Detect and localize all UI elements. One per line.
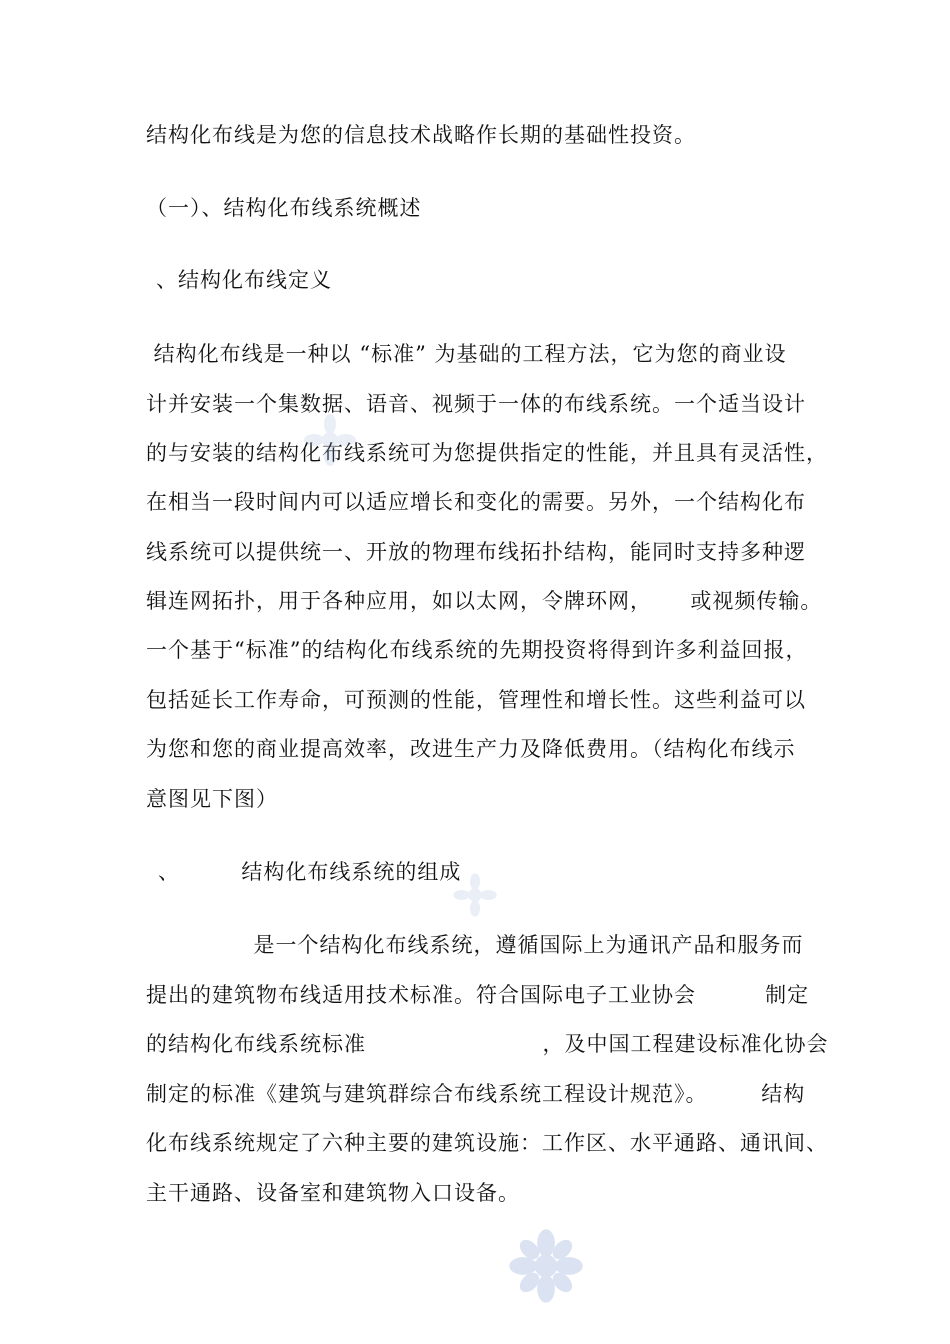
paragraph-line: 线系统可以提供统一、开放的物理布线拓扑结构，能同时支持多种逻 <box>146 540 806 564</box>
watermark-emblem-icon <box>508 1228 584 1304</box>
paragraph-line: 制定的标准《建筑与建筑群综合布线系统工程设计规范》。 结构 <box>146 1082 806 1106</box>
paragraph-line: 是一个结构化布线系统，遵循国际上为通讯产品和服务而 <box>146 933 804 957</box>
paragraph-line: 一个基于“标准”的结构化布线系统的先期投资将得到许多利益回报， <box>146 638 808 662</box>
paragraph-line: 计并安装一个集数据、语音、视频于一体的布线系统。一个适当设计 <box>146 392 806 416</box>
section-heading: （一）、结构化布线系统概述 <box>146 196 422 220</box>
paragraph-line: 的结构化布线系统标准 ，及中国工程建设标准化协会 <box>146 1032 829 1056</box>
subsection-heading-definition: 、结构化布线定义 <box>156 268 332 292</box>
subsection-heading-composition: 、 结构化布线系统的组成 <box>158 860 462 884</box>
paragraph-line: 在相当一段时间内可以适应增长和变化的需要。另外，一个结构化布 <box>146 490 806 514</box>
paragraph-line: 结构化布线是一种以 “标准” 为基础的工程方法，它为您的商业设 <box>146 342 787 366</box>
paragraph-line: 为您和您的商业提高效率，改进生产力及降低费用。（结构化布线示 <box>146 737 796 761</box>
paragraph-line: 主干通路、设备室和建筑物入口设备。 <box>146 1181 520 1205</box>
watermark-emblem-icon <box>450 870 500 920</box>
paragraph-line: 化布线系统规定了六种主要的建筑设施：工作区、水平通路、通讯间、 <box>146 1131 828 1155</box>
paragraph-line: 辑连网拓扑，用于各种应用，如以太网，令牌环网， 或视频传输。 <box>146 589 823 613</box>
paragraph-line: 包括延长工作寿命，可预测的性能，管理性和增长性。这些利益可以 <box>146 688 806 712</box>
paragraph-line: 提出的建筑物布线适用技术标准。符合国际电子工业协会 制定 <box>146 983 810 1007</box>
paragraph-line: 的与安装的结构化布线系统可为您提供指定的性能，并且具有灵活性， <box>146 441 828 465</box>
paragraph-line: 意图见下图） <box>146 787 278 811</box>
watermark-emblem-icon <box>300 410 360 470</box>
intro-text: 结构化布线是为您的信息技术战略作长期的基础性投资。 <box>146 123 696 147</box>
